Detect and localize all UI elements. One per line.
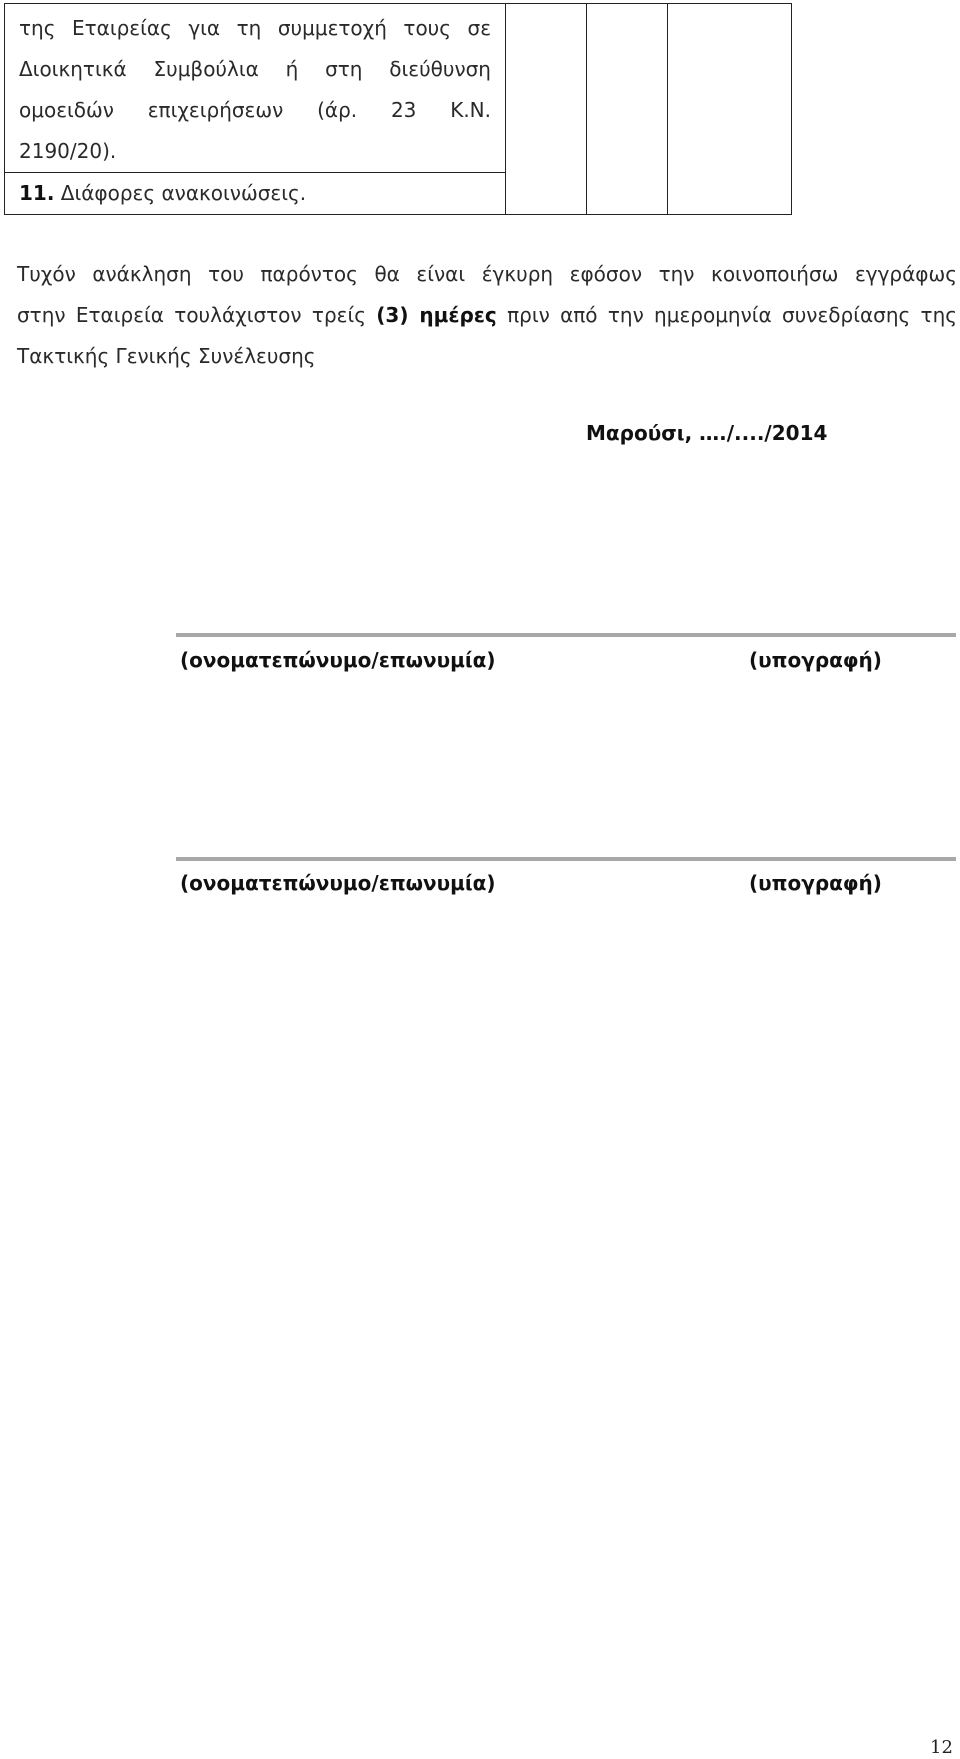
agenda-table	[4, 3, 792, 215]
vote-cell-against[interactable]	[587, 4, 668, 215]
name-label: (ονοματεπώνυμο/επωνυμία)	[180, 871, 496, 895]
agenda-item-line: της Εταιρείας για τη συμμετοχή τους σε	[19, 16, 491, 40]
agenda-item-text: Διάφορες ανακοινώσεις.	[60, 181, 307, 205]
agenda-item-cell	[5, 4, 506, 215]
signature-line[interactable]	[176, 633, 956, 637]
place-date: Μαρούσι, …./..../2014	[586, 421, 828, 445]
notice-line: Τυχόν ανάκληση του παρόντος θα είναι έγκυρη εφόσον την κοινοποιήσω εγγράφως	[17, 262, 957, 286]
table-row	[5, 4, 792, 215]
notice-line	[17, 295, 957, 336]
signature-label: (υπογραφή)	[749, 871, 882, 895]
notice-bold-days: (3) ημέρες	[376, 303, 497, 327]
signature-label: (υπογραφή)	[749, 648, 882, 672]
agenda-item-line: 2190/20).	[19, 139, 117, 163]
vote-cell-for[interactable]	[506, 4, 587, 215]
agenda-item-number: 11.	[19, 181, 55, 205]
agenda-item-line: ομοειδών επιχειρήσεων (άρ. 23 Κ.Ν.	[19, 98, 491, 122]
name-label: (ονοματεπώνυμο/επωνυμία)	[180, 648, 496, 672]
notice-line: Τακτικής Γενικής Συνέλευσης	[17, 344, 316, 368]
agenda-item-line: Διοικητικά Συμβούλια ή στη διεύθυνση	[19, 57, 491, 81]
agenda-item-11	[5, 172, 505, 214]
vote-cell-abstain[interactable]	[668, 4, 792, 215]
notice-text: στην Εταιρεία τουλάχιστον τρείς	[17, 303, 366, 327]
notice-text: πριν από την ημερομηνία συνεδρίασης της	[507, 303, 957, 327]
revocation-notice	[17, 254, 957, 377]
page-number: 12	[930, 1737, 953, 1758]
signature-line[interactable]	[176, 857, 956, 861]
